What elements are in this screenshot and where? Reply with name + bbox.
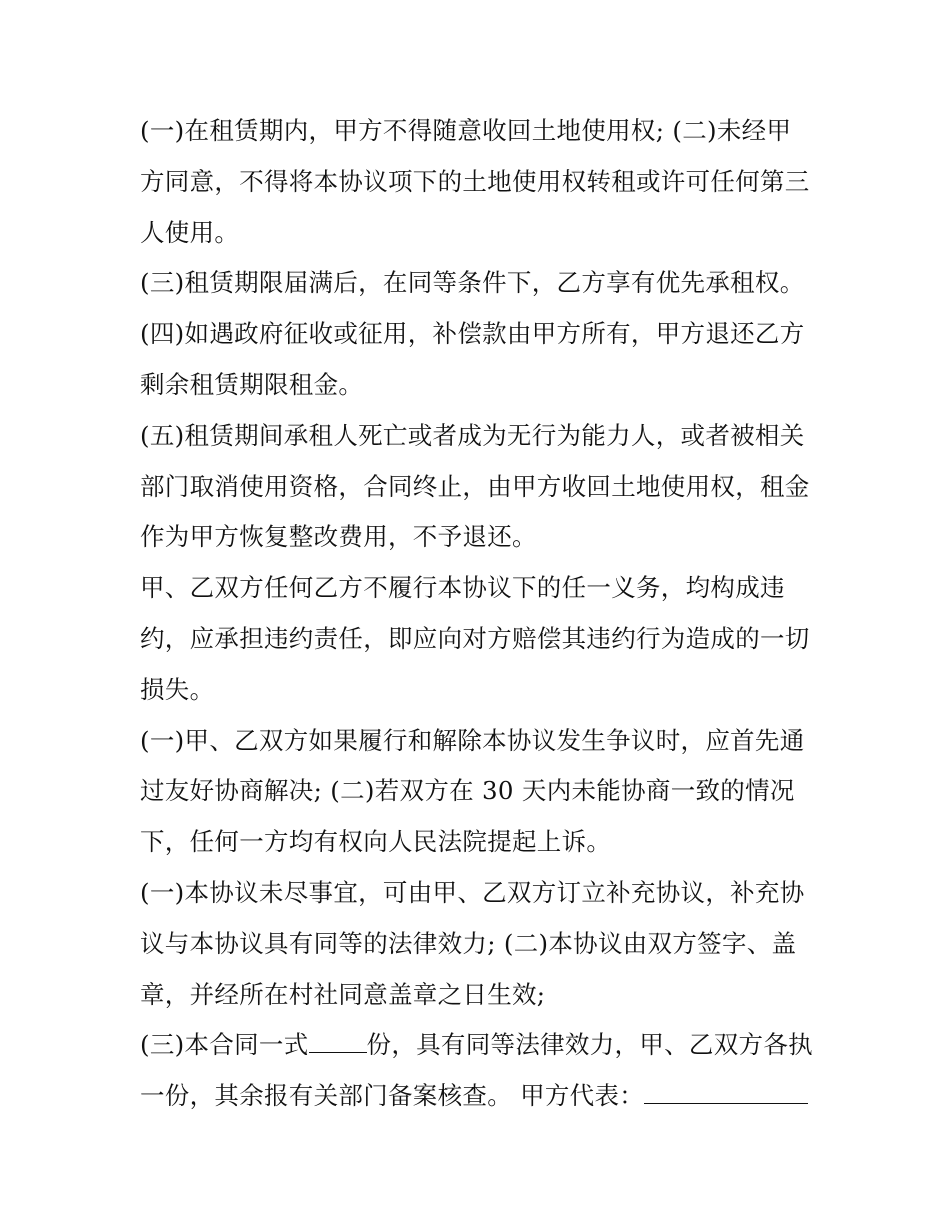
text-line: 章，并经所在村社同意盖章之日生效; (140, 979, 546, 1009)
signature-line (140, 1071, 815, 1122)
text-line: 下，任何一方均有权向人民法院提起上诉。 (140, 827, 612, 857)
text-line: (四)如遇政府征收或征用，补偿款由甲方所有，甲方退还乙方 (140, 319, 805, 349)
text-line: (一)在租赁期内，甲方不得随意收回土地使用权; (二)未经甲 (140, 116, 792, 145)
text-line: 过友好协商解决; (二)若双方在 30 天内未能协商一致的情况 (140, 776, 795, 806)
text-line: (一)甲、乙双方如果履行和解除本协议发生争议时，应首先通 (140, 725, 805, 755)
text-line: 作为甲方恢复整改费用，不予退还。 (140, 522, 537, 552)
document-body (140, 106, 815, 1122)
party-a-representative-blank[interactable] (644, 1081, 808, 1104)
copies-text-after: 份，具有同等法律效力，甲、乙双方各执 (366, 1030, 813, 1060)
text-line: 方同意，不得将本协议项下的土地使用权转租或许可任何第三 (140, 166, 810, 196)
copies-text-before: (三)本合同一式 (140, 1030, 309, 1060)
text-line: 损失。 (140, 674, 215, 704)
text-line: 甲、乙双方任何乙方不履行本协议下的任一义务，均构成违 (140, 573, 785, 603)
copies-line (140, 1020, 815, 1071)
text-line: 议与本协议具有同等的法律效力; (二)本协议由双方签字、盖 (140, 928, 797, 958)
copies-count-blank[interactable] (309, 1030, 367, 1053)
text-line: 部门取消使用资格，合同终止，由甲方收回土地使用权，租金 (140, 471, 810, 501)
text-line: (五)租赁期间承租人死亡或者成为无行为能力人，或者被相关 (140, 420, 805, 450)
text-line: 约，应承担违约责任，即应向对方赔偿其违约行为造成的一切 (140, 623, 810, 653)
text-line: (一)本协议未尽事宜，可由甲、乙双方订立补充协议，补充协 (140, 877, 805, 907)
text-line: (三)租赁期限届满后，在同等条件下，乙方享有优先承租权。 (140, 268, 805, 298)
party-a-representative-label: 一份，其余报有关部门备案核查。 甲方代表： (140, 1081, 645, 1111)
text-line: 剩余租赁期限租金。 (140, 369, 364, 399)
text-line: 人使用。 (140, 217, 240, 247)
